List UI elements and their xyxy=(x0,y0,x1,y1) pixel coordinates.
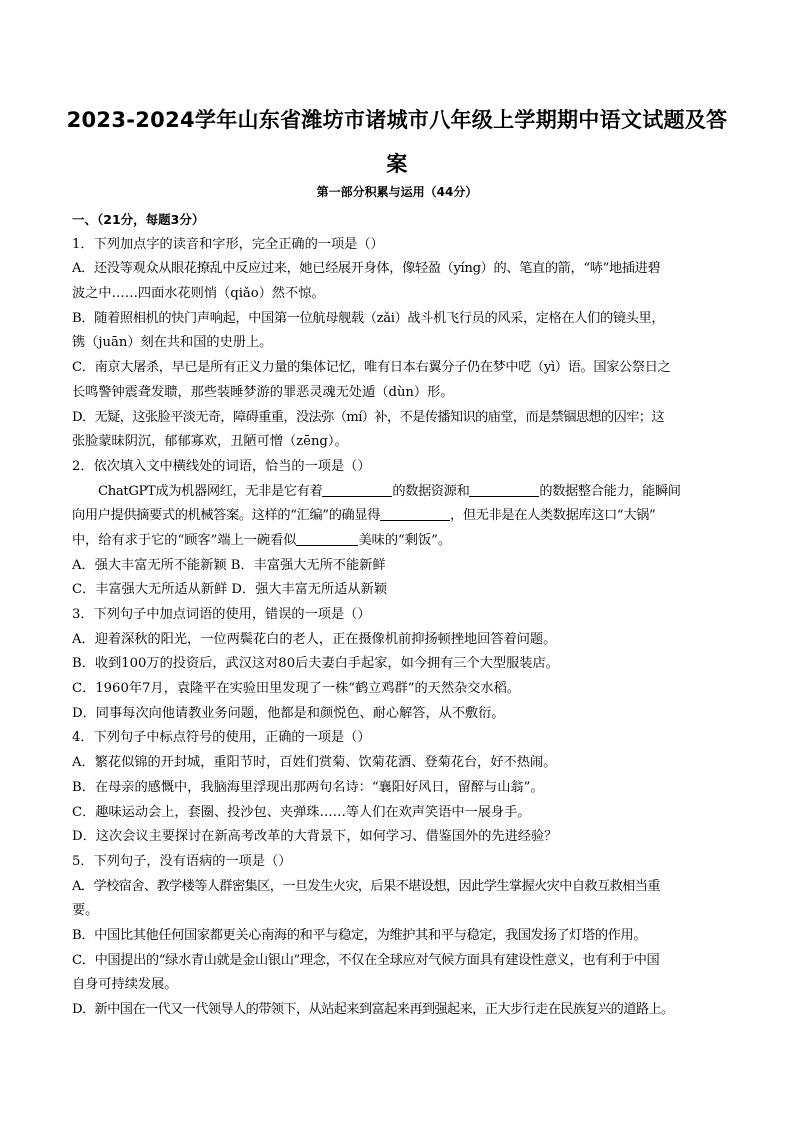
document-title xyxy=(64,98,730,186)
question-3-option-b: B．收到100万的投资后，武汉这对80后夫妻白手起家，如今拥有三个大型服装店。 xyxy=(72,656,559,672)
question-2-options-ab: A．强大丰富无所不能新颖 B．丰富强大无所不能新鲜 xyxy=(72,557,386,573)
fill-blank-3 xyxy=(380,506,450,521)
question-2-passage-line-1 xyxy=(72,480,738,505)
passage-text: 中，给有求于它的“顾客”端上一碗看似 xyxy=(72,532,297,548)
question-2-stem: 2．依次填入文中横线处的词语，恰当的一项是（） xyxy=(72,458,371,474)
title-line-1: 2023-2024学年山东省潍坊市诸城市八年级上学期期中语文试题及答 xyxy=(66,108,728,132)
question-1-option-d-cont: 张脸蒙昧阴沉，郁郁寡欢，丑陋可憎（zēng）。 xyxy=(72,434,348,450)
question-5-option-b: B．中国比其他任何国家都更关心南海的和平与稳定，为维护其和平与稳定，我国发扬了灯塔的作用。 xyxy=(72,927,647,943)
question-1-option-c-cont: 长鸣警钟震聋发聩，那些装睡梦游的罪恶灵魂无处遁（dùn）形。 xyxy=(72,384,454,400)
passage-text: 向用户提供摘要式的机械答案。这样的“汇编”的确显得 xyxy=(72,508,381,524)
question-1-stem: 1．下列加点字的读音和字形，完全正确的一项是（） xyxy=(72,236,384,252)
question-5-option-a: A．学校宿舍、教学楼等人群密集区，一旦发生火灾，后果不堪设想，因此学生掌握火灾中自救互救相当重 xyxy=(72,878,660,894)
question-5-option-d: D．新中国在一代又一代领导人的带领下，从站起来到富起来再到强起来，正大步行走在民族复兴的道路上。 xyxy=(72,1002,674,1017)
question-4-stem: 4．下列句子中标点符号的使用，正确的一项是（） xyxy=(72,730,371,746)
question-3-stem: 3．下列句子中加点词语的使用，错误的一项是（） xyxy=(72,607,371,622)
question-5-stem: 5．下列句子，没有语病的一项是（） xyxy=(72,853,292,869)
passage-text: ，但无非是在人类数据库这口“大锅” xyxy=(450,508,656,524)
question-list xyxy=(72,208,738,1023)
section-heading: 一、（21分，每题3分） xyxy=(72,212,205,227)
question-1-option-c: C．南京大屠杀，早已是所有正义力量的集体记忆，唯有日本右翼分子仍在梦中呓（yì）语。国家公祭日之 xyxy=(72,360,671,376)
question-5-option-a-cont: 要。 xyxy=(72,903,99,919)
fill-blank-1 xyxy=(322,482,392,497)
fill-blank-2 xyxy=(469,482,539,497)
question-1-option-a: A．还没等观众从眼花撩乱中反应过来，她已经展开身体，像轻盈（yíng）的、笔直的箭，“哧”地插进碧 xyxy=(72,261,661,277)
title-line-2: 案 xyxy=(386,152,408,176)
question-5-option-c: C．中国提出的“绿水青山就是金山银山”理念，不仅在全球应对气候方面具有建设性意义，也有利于中国 xyxy=(72,952,660,968)
part-heading: 第一部分积累与运用（44分） xyxy=(316,185,478,199)
passage-text: ChatGPT成为机器网红，无非是它有着 xyxy=(98,483,323,499)
question-4-option-b: B．在母亲的感慨中，我脑海里浮现出那两句名诗：“襄阳好风日，留醉与山翁”。 xyxy=(72,779,544,795)
question-2-passage-line-3 xyxy=(72,529,738,554)
question-3-option-d: D．同事每次向他请教业务问题，他都是和颜悦色、耐心解答，从不敷衍。 xyxy=(72,705,505,721)
question-1-option-d: D．无疑，这张脸平淡无奇，障碍重重，没法弥（mí）补，不是传播知识的庙堂，而是禁锢思想的囚牢；这 xyxy=(72,409,664,425)
question-3-option-c: C．1960年7月，袁隆平在实验田里发现了一株“鹤立鸡群”的天然杂交水稻。 xyxy=(72,681,520,697)
fill-blank-4 xyxy=(296,531,358,546)
passage-text: 的数据整合能力，能瞬间 xyxy=(539,483,681,499)
question-1-option-b-cont: 镌（juān）刻在共和国的史册上。 xyxy=(72,335,273,351)
question-5-option-c-cont: 自身可持续发展。 xyxy=(72,977,178,993)
question-4-option-a: A．繁花似锦的开封城，重阳节时，百姓们赏菊、饮菊花酒、登菊花台，好不热闹。 xyxy=(72,755,557,771)
question-3-option-a: A．迎着深秋的阳光，一位两鬓花白的老人，正在摄像机前抑扬顿挫地回答着问题。 xyxy=(72,631,557,647)
question-4-option-c: C．趣味运动会上，套圈、投沙包、夹弹珠……等人们在欢声笑语中一展身手。 xyxy=(72,804,531,820)
question-4-option-d: D．这次会议主要探讨在新高考改革的大背景下，如何学习、借鉴国外的先进经验？ xyxy=(72,829,558,845)
question-1-option-b: B．随着照相机的快门声响起，中国第一位航母舰载（zǎi）战斗机飞行员的风采，定格在人们的镜头里， xyxy=(72,310,665,326)
passage-text: 美味的“剩饭”。 xyxy=(358,532,452,548)
question-2-passage-line-2 xyxy=(72,504,738,529)
passage-text: 的数据资源和 xyxy=(392,483,470,499)
question-2-options-cd: C．丰富强大无所适从新鲜 D．强大丰富无所适从新颖 xyxy=(72,582,387,598)
question-1-option-a-cont: 波之中……四面水花则悄（qiǎo）然不惊。 xyxy=(72,286,325,302)
